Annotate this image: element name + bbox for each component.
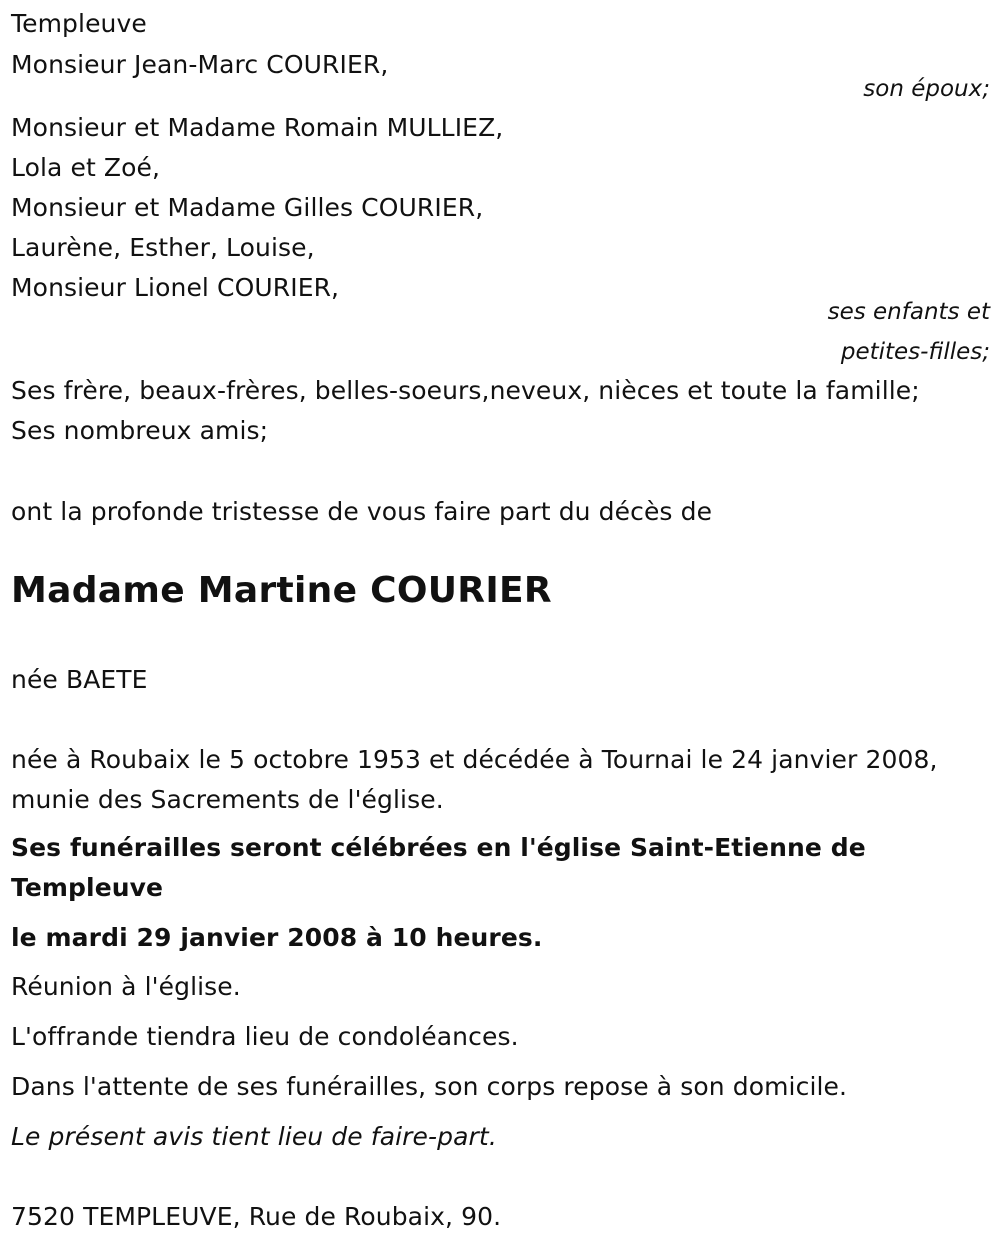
child-line-3: Monsieur et Madame Gilles COURIER, xyxy=(11,193,484,222)
birth-death-line: née à Roubaix le 5 octobre 1953 et décédée à Tournai le 24 janvier 2008, xyxy=(11,745,938,774)
child-line-5: Monsieur Lionel COURIER, xyxy=(11,273,340,302)
child-line-4: Laurène, Esther, Louise, xyxy=(11,233,315,262)
children-role-line-2: petites-filles; xyxy=(840,339,990,365)
deceased-name: Madame Martine COURIER xyxy=(11,570,552,611)
maiden-name: née BAETE xyxy=(11,665,148,694)
funeral-line-2: Templeuve xyxy=(11,873,164,902)
offering-line: L'offrande tiendra lieu de condoléances. xyxy=(11,1022,519,1051)
announcement-text: ont la profonde tristesse de vous faire part du décès de xyxy=(11,497,713,526)
rest-line: Dans l'attente de ses funérailles, son corps repose à son domicile. xyxy=(11,1072,848,1101)
friends-line: Ses nombreux amis; xyxy=(11,416,269,445)
spouse-name: Monsieur Jean-Marc COURIER, xyxy=(11,50,389,79)
address-line: 7520 TEMPLEUVE, Rue de Roubaix, 90. xyxy=(11,1202,502,1231)
family-line: Ses frère, beaux-frères, belles-soeurs,neveux, nièces et toute la famille; xyxy=(11,376,920,405)
town-name: Templeuve xyxy=(11,9,147,38)
child-line-1: Monsieur et Madame Romain MULLIEZ, xyxy=(11,113,504,142)
sacraments-line: munie des Sacrements de l'église. xyxy=(11,785,444,814)
child-line-2: Lola et Zoé, xyxy=(11,153,161,182)
notice-line: Le présent avis tient lieu de faire-part. xyxy=(11,1122,497,1151)
funeral-line-1: Ses funérailles seront célébrées en l'église Saint-Etienne de xyxy=(11,833,866,862)
meeting-line: Réunion à l'église. xyxy=(11,972,241,1001)
funeral-date: le mardi 29 janvier 2008 à 10 heures. xyxy=(11,923,543,952)
spouse-role: son époux; xyxy=(863,76,990,102)
children-role-line-1: ses enfants et xyxy=(827,299,990,325)
